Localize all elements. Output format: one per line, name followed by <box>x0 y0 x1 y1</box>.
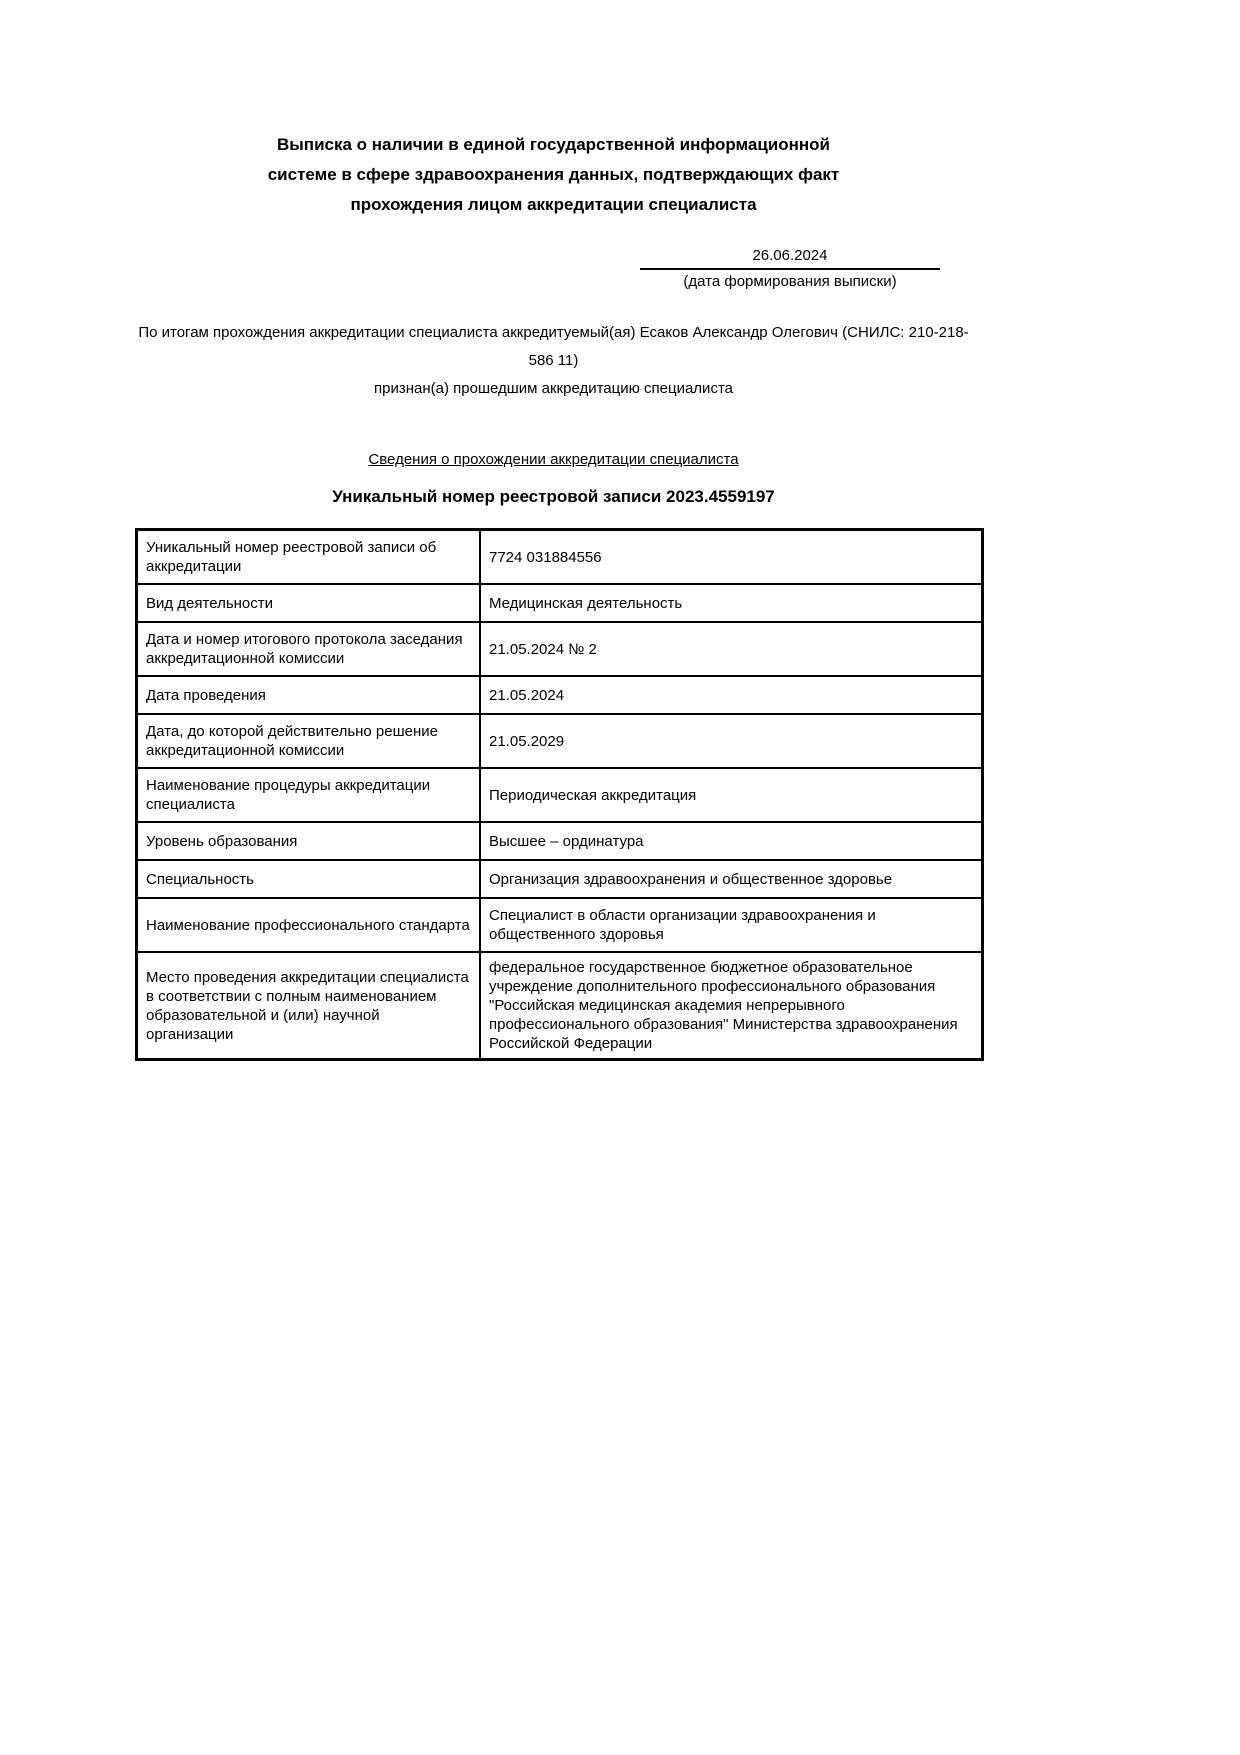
table-row <box>137 898 983 952</box>
extract-date-block <box>640 247 940 291</box>
section-heading <box>135 451 972 469</box>
row-label: Дата и номер итогового протокола заседания аккредитационной комиссии <box>137 622 481 676</box>
row-value: Высшее – ординатура <box>480 822 983 860</box>
document-page <box>135 0 972 1061</box>
row-value: 21.05.2024 № 2 <box>480 622 983 676</box>
table-row <box>137 676 983 714</box>
document-title-line: Выписка о наличии в единой государственной информационной <box>277 135 830 154</box>
intro-line: По итогам прохождения аккредитации специалиста аккредитуемый(ая) Есаков Александр Олегович (СНИЛС: 210-218-586 11) <box>138 324 969 369</box>
row-value: 21.05.2024 <box>480 676 983 714</box>
document-title-line: системе в сфере здравоохранения данных, подтверждающих факт <box>267 165 840 184</box>
accreditation-table <box>135 528 984 1061</box>
section-heading-text: Сведения о прохождении аккредитации специалиста <box>368 451 739 468</box>
row-label: Дата, до которой действительно решение аккредитационной комиссии <box>137 714 481 768</box>
document-title-line: прохождения лицом аккредитации специалиста <box>350 195 757 214</box>
row-label: Наименование процедуры аккредитации специалиста <box>137 768 481 822</box>
intro-line: признан(а) прошедшим аккредитацию специалиста <box>374 380 733 397</box>
table-row <box>137 584 983 622</box>
row-label: Уникальный номер реестровой записи об аккредитации <box>137 530 481 585</box>
table-row <box>137 952 983 1060</box>
extract-date: 26.06.2024 <box>640 247 940 270</box>
table-row <box>137 822 983 860</box>
row-label: Уровень образования <box>137 822 481 860</box>
table-row <box>137 530 983 585</box>
intro-paragraph <box>135 319 972 403</box>
row-value: Периодическая аккредитация <box>480 768 983 822</box>
registry-number-heading: Уникальный номер реестровой записи 2023.4559197 <box>332 487 775 506</box>
row-value: 21.05.2029 <box>480 714 983 768</box>
row-label: Дата проведения <box>137 676 481 714</box>
row-label: Вид деятельности <box>137 584 481 622</box>
row-label: Место проведения аккредитации специалиста в соответствии с полным наименованием образовательной и (или) научной организации <box>137 952 481 1060</box>
row-value: Специалист в области организации здравоохранения и общественного здоровья <box>480 898 983 952</box>
row-value: Медицинская деятельность <box>480 584 983 622</box>
row-value: Организация здравоохранения и общественное здоровье <box>480 860 983 898</box>
document-title <box>135 130 972 220</box>
extract-date-caption: (дата формирования выписки) <box>683 273 897 290</box>
table-row <box>137 714 983 768</box>
table-row <box>137 622 983 676</box>
row-label: Наименование профессионального стандарта <box>137 898 481 952</box>
table-row <box>137 768 983 822</box>
table-row <box>137 860 983 898</box>
row-value: федеральное государственное бюджетное образовательное учреждение дополнительного профессионального образования "Российская медицинская академия непрерывного профессионального образования" Министерства здравоохранения Российской Федерации <box>480 952 983 1060</box>
row-label: Специальность <box>137 860 481 898</box>
row-value: 7724 031884556 <box>480 530 983 585</box>
